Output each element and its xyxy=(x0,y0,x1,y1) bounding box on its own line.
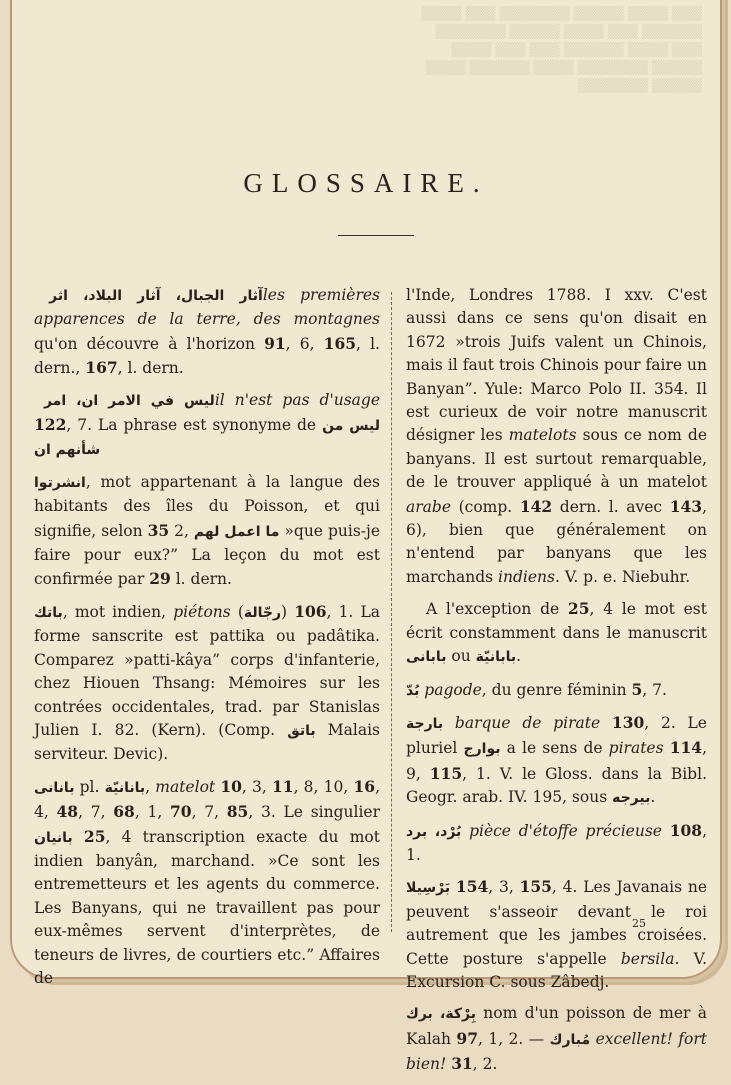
entry-text: , 3, xyxy=(241,777,272,796)
page-reference: 5 xyxy=(631,679,643,699)
italic-gloss: il n'est pas d'usage xyxy=(214,390,381,409)
arabic-term: بيرجه xyxy=(612,790,651,807)
page-reference: 29 xyxy=(149,569,171,589)
italic-gloss: barque de pirate xyxy=(454,713,601,732)
page-reference: 85 xyxy=(226,802,249,822)
arabic-term: بُرْد، برد xyxy=(406,823,462,840)
page-reference: 154 xyxy=(455,877,489,897)
entry-text: pl. xyxy=(74,777,105,796)
entry-text xyxy=(461,822,469,840)
entry-text xyxy=(443,714,455,732)
entry-text: , 6), bien que généralement on n'entend par banyans que les marchands xyxy=(406,497,708,586)
book-page xyxy=(10,0,722,1074)
entry-text: , du genre féminin xyxy=(481,680,632,699)
page-reference: 155 xyxy=(519,877,552,897)
page-reference: 16 xyxy=(353,776,376,796)
italic-gloss: arabe xyxy=(406,497,451,516)
entry-text xyxy=(73,828,84,846)
italic-gloss: pirates xyxy=(608,739,664,758)
page-reference: 106 xyxy=(294,601,327,621)
entry-text: l. dern. xyxy=(170,570,232,589)
entry-text xyxy=(662,822,670,840)
page-reference: 115 xyxy=(429,763,463,783)
entry-text: , 1. La forme sanscrite est pattika ou padâtika. Comparez »patti-kâya” corps d'infanterie, chez Hiouen Thsang: Mémoires sur les contrées occidentales, trad. par Stanislas Julien I. 82. (Kern). (Comp. xyxy=(34,602,380,739)
page-reference: 114 xyxy=(669,738,703,758)
arabic-term: ليس في الامر ان، امر xyxy=(34,392,215,409)
glossary-entry xyxy=(406,1002,707,1076)
glossary-entry xyxy=(406,678,707,703)
entry-text: A l'exception de xyxy=(426,600,568,619)
entry-text: , 3, xyxy=(488,878,520,897)
arabic-term: بِرْكة، برك xyxy=(406,1006,476,1023)
italic-gloss: pièce d'étoffe précieuse xyxy=(469,821,662,840)
italic-gloss: matelots xyxy=(508,426,577,445)
entry-text: . V. p. e. Niebuhr. xyxy=(554,567,691,586)
entry-text: . xyxy=(516,647,522,666)
arabic-term: بارجة xyxy=(406,715,444,732)
entry-text: , 4 transcription exacte du mot indien banyân, marchand. »Ce sont les entremetteurs et les agents du commerce. Les Banyans, qui ne travaillent pas pour eux-mêmes servent d'interprètes, de teneurs de livres, de courtiers etc.” Affaires de xyxy=(34,827,380,987)
page-reference: 130 xyxy=(611,712,645,732)
glossary-entry xyxy=(34,600,380,767)
entry-text: , xyxy=(145,777,156,796)
page-number: 25 xyxy=(632,917,646,930)
glossary-entry xyxy=(34,284,380,381)
left-column xyxy=(34,284,380,998)
page-reference: 142 xyxy=(519,496,553,516)
arabic-term: باتك xyxy=(34,604,63,621)
page-reference: 97 xyxy=(456,1028,478,1048)
entry-text: , 4. Les Javanais ne peuvent s'asseoir devant le roi autrement que les jambes croisées. Cette posture s'appelle xyxy=(406,878,707,968)
entry-text: »que puis-je faire pour eux?” La leçon du mot est confirmée par xyxy=(34,521,380,589)
entry-text: dern. l. avec xyxy=(552,497,670,516)
arabic-term: ما اعمل لهم xyxy=(193,523,280,540)
page-title: GLOSSAIRE. xyxy=(243,168,489,199)
page-reference: 108 xyxy=(669,820,703,840)
glossary-entry xyxy=(34,389,380,463)
entry-text: , 7, xyxy=(191,803,227,822)
entry-text: . xyxy=(650,788,656,807)
entry-text: nom d'un poisson de mer à Kalah xyxy=(406,1004,707,1048)
right-column xyxy=(406,284,707,1085)
italic-gloss: excellent! fort bien! xyxy=(406,1029,708,1074)
glossary-entry xyxy=(406,875,707,994)
entry-text xyxy=(600,714,612,732)
italic-gloss: les premières apparences de la terre, des montagnes xyxy=(34,286,380,329)
italic-gloss: bersila xyxy=(620,949,675,968)
entry-text: , l. dern. xyxy=(117,359,184,378)
entry-text: , 9, xyxy=(406,739,707,783)
arabic-term: ليس من شأنهم ان xyxy=(34,418,380,459)
glossary-entry xyxy=(406,597,707,669)
entry-text: , 3. Le singulier xyxy=(248,803,380,822)
page-reference: 25 xyxy=(83,826,106,846)
bleed-through-text: ▒▒▒ ▒▒▒▒ ▒▒▒▒▒ ▒▒▒▒▒▒▒ ▒▒▒ ▒▒▒▒ ▒▒▒▒▒▒ ▒▒▒ ▒▒▒▒ ▒▒▒▒▒ ▒▒▒▒▒▒▒ ▒▒▒ ▒▒▒▒ ▒▒▒▒▒▒ ▒▒▒ ▒▒▒ ▒▒▒▒ ▒▒▒▒▒ ▒▒▒▒▒▒▒ ▒▒▒▒ ▒▒▒▒▒▒ ▒▒▒▒ ▒▒▒▒▒ ▒▒▒▒▒▒▒ xyxy=(421,7,702,94)
entry-text: ( xyxy=(230,602,244,621)
page-reference: 35 xyxy=(147,520,170,540)
page-reference: 68 xyxy=(113,802,135,822)
arabic-term: آثار الجبال، آثار البلاد، اثر xyxy=(34,288,263,304)
page-reference: 91 xyxy=(264,333,286,353)
entry-text: . V. Excursion C. sous Zâbedj. xyxy=(406,949,707,991)
arabic-term: بانانی xyxy=(34,779,75,796)
column-divider xyxy=(391,292,392,932)
entry-text: , 8, 10, xyxy=(293,777,354,796)
entry-text: , 1, xyxy=(134,803,171,822)
entry-text: , 1, 2. — xyxy=(478,1029,550,1048)
page-reference: 70 xyxy=(170,802,192,822)
italic-gloss: indiens xyxy=(498,567,555,586)
glossary-entry xyxy=(34,471,380,592)
entry-text: , 1. xyxy=(406,821,707,864)
arabic-term: رجّالة xyxy=(243,604,282,621)
entry-text: , mot indien, xyxy=(62,602,174,621)
entry-text: , 4, xyxy=(34,777,380,822)
entry-text: , 7. xyxy=(642,680,667,699)
entry-text: qu'on découvre à l'horizon xyxy=(34,334,265,353)
italic-gloss: pagode xyxy=(424,680,482,699)
entry-text: ) xyxy=(281,602,295,621)
arabic-term: بانانیّة xyxy=(104,779,146,796)
glossary-entry xyxy=(406,284,707,589)
entry-text: , l. dern., xyxy=(34,334,380,378)
entry-text: ou xyxy=(446,647,476,666)
page-reference: 122 xyxy=(34,415,67,435)
entry-text: sous ce nom de banyans. Il est surtout remarquable, de le trouver appliqué à un matelot xyxy=(406,426,707,492)
italic-gloss: matelot xyxy=(155,777,216,796)
page-reference: 143 xyxy=(669,496,703,516)
entry-text: , 2. xyxy=(472,1055,498,1074)
entry-text: , mot appartenant à la langue des habitants des îles du Poisson, et qui signifie, selon xyxy=(34,472,380,540)
entry-text: , 1. V. le Gloss. dans la Bibl. Geogr. arab. IV. 195, sous xyxy=(406,764,707,807)
italic-gloss: piétons xyxy=(173,602,231,621)
arabic-term: بابانيّة xyxy=(475,649,517,666)
title-rule xyxy=(338,235,414,236)
page-reference: 25 xyxy=(567,599,590,619)
arabic-term: بَرْسِيلا xyxy=(406,880,451,897)
arabic-term: باتق xyxy=(287,722,316,739)
entry-text: , 2. Le pluriel xyxy=(406,713,707,758)
arabic-term: بوارج xyxy=(463,741,501,758)
entry-text: 2, xyxy=(169,521,194,540)
page-reference: 167 xyxy=(85,358,118,378)
arabic-term: مُبارك xyxy=(549,1031,591,1048)
entry-text: , 6, xyxy=(285,334,324,353)
entry-text: , 4 le mot est écrit constamment dans le manuscrit xyxy=(406,600,707,642)
entry-text: Malais serviteur. Devic). xyxy=(34,720,380,764)
arabic-term: بُدّ xyxy=(406,682,420,699)
entry-text: , 7, xyxy=(78,803,114,822)
page-reference: 10 xyxy=(220,776,242,796)
entry-text: (comp. xyxy=(451,497,520,516)
glossary-entry xyxy=(406,819,707,868)
page-reference: 48 xyxy=(56,802,79,822)
entry-text: l'Inde, Londres 1788. I xxv. C'est aussi dans ce sens qu'on disait en 1672 »trois Juifs valent un Chinois, mais il faut trois Chinois pour faire un Banyan”. Yule: Marco Polo II. 354. Il est curieux de voir notre manuscrit désigner les xyxy=(406,286,707,445)
arabic-term: بابانى xyxy=(406,649,447,666)
glossary-entry xyxy=(34,775,380,991)
arabic-term: انشرتوا xyxy=(34,474,86,491)
glossary-entry xyxy=(406,711,707,811)
page-reference: 165 xyxy=(323,333,357,353)
page-reference: 31 xyxy=(451,1054,473,1074)
entry-text: a le sens de xyxy=(500,739,609,758)
arabic-term: بانيان xyxy=(34,829,73,846)
page-reference: 11 xyxy=(271,776,294,796)
entry-text: , 7. La phrase est synonyme de xyxy=(66,416,323,435)
